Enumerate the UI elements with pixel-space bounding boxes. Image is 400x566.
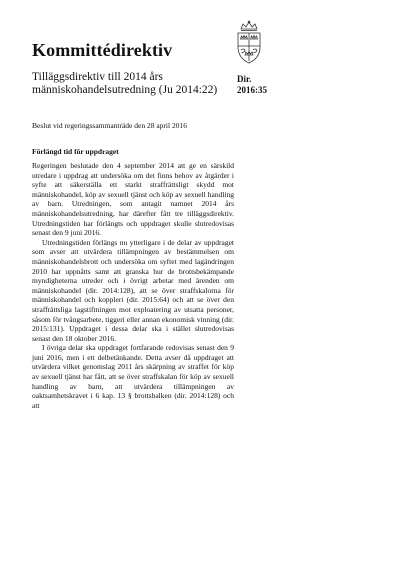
body-text	[32, 161, 234, 410]
directive-number	[237, 74, 267, 96]
decision-line: Beslut vid regeringssammanträde den 28 april 2016	[32, 121, 187, 130]
section-heading: Förlängd tid för uppdraget	[32, 147, 119, 156]
paragraph: Utredningstiden förlängs nu ytterligare i de delar av uppdraget som avser att utvärdera tillämpningen av bestämmelsen om människohandelsbrott och undersöka om syftet med lagändringen 2010 har uppnåtts samt att granska hur de brottsbekämpande myndigheterna utreder och i övrigt arbetar med ärenden om människohandel (dir. 2014:128), att se över straffskalorna för människohandel och koppleri (dir. 2015:64) och att se över den straffrättsliga lagstiftningen mot exploatering av utsatta personer, såsom för tvångsarbete, tiggeri eller annan ekonomisk vinning (dir. 2015:131). Uppdraget i dessa delar ska i stället slutredovisas senast den 18 oktober 2016.	[32, 237, 234, 343]
paragraph: Regeringen beslutade den 4 september 2014 att ge en särskild utredare i uppdrag att undersöka om det finns behov av åtgärder i syfte att säkerställa ett starkt straffrättsligt skydd mot människohandel, köp av sexuell tjänst och köp av sexuell handling av barn. Utredningen, som antagit namnet 2014 års människohandelsutredning, har därefter fått tre tilläggsdirektiv. Utredningstiden har förlängts och uppdraget skulle slutredovisas senast den 9 juni 2016.	[32, 161, 234, 238]
document-subtitle: Tilläggsdirektiv till 2014 års människohandelsutredning (Ju 2014:22)	[32, 71, 218, 96]
paragraph: I övriga delar ska uppdraget fortfarande redovisas senast den 9 juni 2016, men i ett delbetänkande. Detta avser då uppdraget att utvärdera vilket genomslag 2011 års skärpning av straffet för köp av sexuell tjänst har fått, att se över straffskalan för köp av sexuell handling av barn, att utvärdera tillämpningen av oaktsamhetskravet i 6 kap. 13 § brottsbalken (dir. 2014:128) och att	[32, 343, 234, 410]
swedish-coat-of-arms-icon	[232, 20, 266, 66]
document-title: Kommittédirektiv	[32, 40, 173, 60]
directive-label: Dir.	[237, 74, 252, 84]
directive-id: 2016:35	[237, 85, 267, 95]
